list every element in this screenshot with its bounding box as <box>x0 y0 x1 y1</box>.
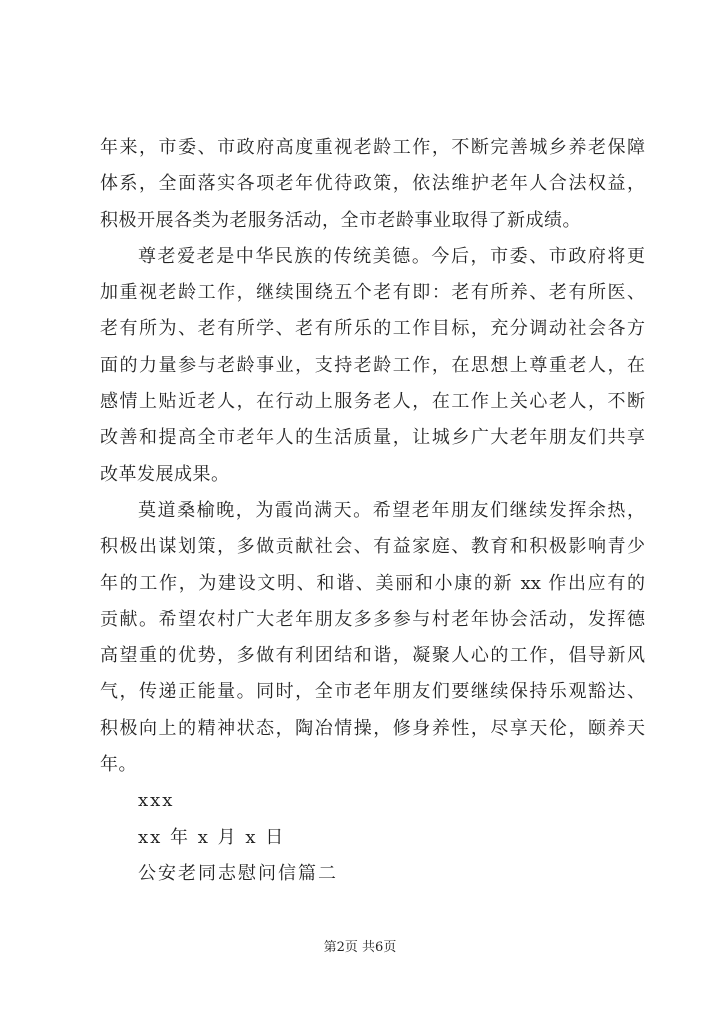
text-line: 改革发展成果。 <box>100 463 230 485</box>
text-line: 面的力量参与老龄事业，支持老龄工作，在思想上尊重老人，在 <box>100 354 645 376</box>
next-section-title: 公安老同志慰问信篇二 <box>138 862 338 884</box>
text-line: 体系，全面落实各项老年优待政策，依法维护老年人合法权益， <box>100 173 645 195</box>
date: xx 年 x 月 x 日 <box>138 826 286 848</box>
page-footer: 第2页 共6页 <box>323 940 397 955</box>
paragraph-2 <box>100 239 645 493</box>
paragraph-3 <box>100 493 645 783</box>
text-line: 气，传递正能量。同时，全市老年朋友们要继续保持乐观豁达、 <box>100 681 645 703</box>
text-line: 年的工作，为建设文明、和谐、美丽和小康的新 xx 作出应有的 <box>100 572 645 594</box>
paragraph-1 <box>100 130 645 239</box>
text-line: 莫道桑榆晚，为霞尚满天。希望老年朋友们继续发挥余热， <box>138 499 645 521</box>
text-line: 改善和提高全市老年人的生活质量，让城乡广大老年朋友们共享 <box>100 427 645 449</box>
text-line: 高望重的优势，多做有利团结和谐，凝聚人心的工作，倡导新风 <box>100 645 645 667</box>
text-line: 积极向上的精神状态，陶冶情操，修身养性，尽享天伦，颐养天 <box>100 717 645 739</box>
text-line: 积极出谋划策，多做贡献社会、有益家庭、教育和积极影响青少 <box>100 536 645 558</box>
text-line: 年。 <box>100 754 137 776</box>
text-line: 老有所为、老有所学、老有所乐的工作目标，充分调动社会各方 <box>100 318 645 340</box>
text-line: 年来，市委、市政府高度重视老龄工作，不断完善城乡养老保障 <box>100 137 645 158</box>
text-line: 感情上贴近老人，在行动上服务老人，在工作上关心老人，不断 <box>100 391 645 413</box>
text-line: 加重视老龄工作，继续围绕五个老有即：老有所养、老有所医、 <box>100 282 645 304</box>
document-body <box>100 130 645 892</box>
signature: xxx <box>138 790 175 812</box>
text-line: 贡献。希望农村广大老年朋友多多参与村老年协会活动，发挥德 <box>100 608 645 630</box>
text-line: 积极开展各类为老服务活动，全市老龄事业取得了新成绩。 <box>100 209 581 231</box>
text-line: 尊老爱老是中华民族的传统美德。今后，市委、市政府将更 <box>138 245 645 267</box>
